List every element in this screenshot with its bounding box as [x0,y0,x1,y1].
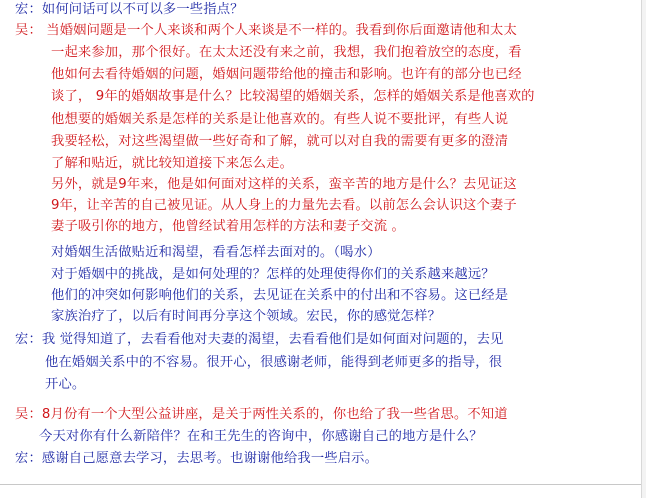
text-line: 谈了， 9年的婚姻故事是什么？比较渴望的婚姻关系，怎样的婚姻关系是他喜欢的 [51,89,535,104]
text-line: 他想要的婚姻关系是怎样的关系是让他喜欢的。有些人说不要批评，有些人说 [51,112,509,127]
text-line: 另外，就是9年来，他是如何面对这样的关系，蛮辛苦的地方是什么？去见证这 [51,177,517,192]
text-line: 了解和贴近，就比较知道接下来怎么走。 [51,156,294,171]
text-line: 对于婚姻中的挑战，是如何处理的？怎样的处理使得你们的关系越来越远？ [51,267,495,282]
text-line: 今天对你有什么新陪伴？在和王先生的咨询中，你感谢自己的地方是什么？ [39,429,483,444]
text-line: 他在婚姻关系中的不容易。很开心，很感谢老师，能得到老师更多的指导，很 [45,355,503,370]
dialogue-line-wu-question: 吴：8月份有一个大型公益讲座，是关于两性关系的，你也给了我一些省思。不知道 [15,407,508,422]
text-line: 我要轻松，对这些渴望做一些好奇和了解，就可以对自我的需要有更多的澄清 [51,134,509,149]
text-line: 一起来参加，那个很好。在太太还没有来之前，我想，我们抱着放空的态度，看 [51,45,522,60]
text-line: 他们的冲突如何影响他们的关系，去见证在关系中的付出和不容易。这已经是 [51,288,509,303]
text-line: 家族治疗了，以后有时间再分享这个领域。宏民，你的感觉怎样？ [51,309,441,324]
dialogue-line-hong-closing: 宏：感谢自己愿意去学习，去思考。也谢谢他给我一些启示。 [15,451,379,466]
text-line: 妻子吸引你的地方，他曾经试着用怎样的方法和妻子交流 。 [51,219,405,234]
page-frame-bottom-edge [0,484,646,485]
text-line: 9年，让辛苦的自己被见证。从人身上的力量先去看。以前怎么会认识这个妻子 [51,198,517,213]
text-line: 他如何去看待婚姻的问题，婚姻问题带给他的撞击和影响。也许有的部分也已经 [51,67,522,82]
dialogue-line-hong-reply: 宏：我 觉得知道了，去看看他对夫妻的渴望，去看看他们是如何面对问题的，去见 [15,332,504,347]
text-line: 对婚姻生活做贴近和渴望，看看怎样去面对的。（喝水） [51,245,381,260]
scrollbar-track[interactable] [641,0,646,498]
dialogue-line-wu-reply: 吴： 当婚姻问题是一个人来谈和两个人来谈是不一样的。我看到你后面邀请他和太太 [15,23,517,38]
dialogue-line-hong-question: 宏：如何问话可以不可以多一些指点？ [15,2,244,17]
text-line: 开心。 [45,377,86,392]
